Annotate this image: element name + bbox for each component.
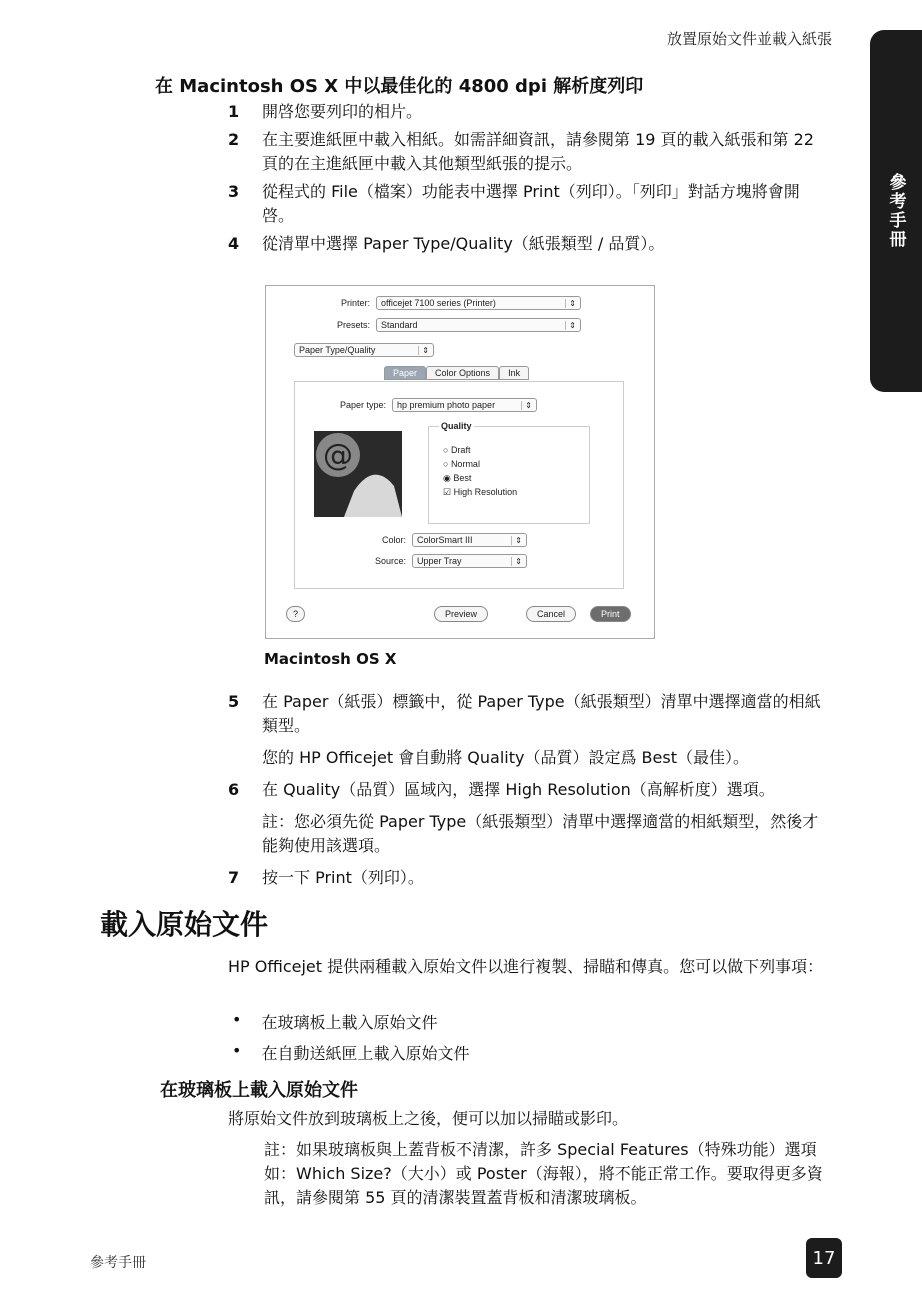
chevron-updown-icon: ⇕: [418, 346, 429, 355]
high-resolution-checkbox[interactable]: ☑ High Resolution: [443, 487, 518, 497]
photo-preview: [314, 431, 402, 517]
page-number: 17: [806, 1238, 842, 1278]
step-5-note: 您的 HP Officejet 會自動將 Quality（品質）設定爲 Best（最佳）。: [262, 748, 749, 767]
help-button[interactable]: ?: [286, 606, 305, 622]
preview-button[interactable]: Preview: [434, 606, 488, 622]
step-4: 4 從清單中選擇 Paper Type/Quality（紙張類型 / 品質）。: [228, 234, 665, 253]
svg-text:@: @: [323, 438, 353, 473]
section-title-load-originals: 載入原始文件: [100, 908, 269, 941]
paper-type-label: Paper type:: [339, 400, 386, 410]
tab-color-options[interactable]: Color Options: [426, 366, 499, 380]
presets-label: Presets:: [336, 320, 370, 330]
section-title-mac: 在 Macintosh OS X 中以最佳化的 4800 dpi 解析度列印: [155, 76, 644, 97]
color-label: Color:: [381, 535, 406, 545]
step-7: 7 按一下 Print（列印）。: [228, 868, 424, 887]
quality-title: Quality: [441, 421, 472, 431]
cancel-button[interactable]: Cancel: [526, 606, 576, 622]
bullet-list: [232, 1010, 469, 1064]
printer-label: Printer:: [340, 298, 370, 308]
printer-popup[interactable]: officejet 7100 series (Printer) ⇕: [376, 296, 581, 310]
list-item: • 在自動送紙匣上載入原始文件: [232, 1041, 470, 1063]
quality-group: [428, 421, 590, 524]
section3-body: 將原始文件放到玻璃板上之後，便可以加以掃瞄或影印。: [228, 1109, 629, 1128]
section3-note: 註：如果玻璃板與上蓋背板不清潔，許多 Special Features（特殊功能）選項如：Which Size?（大小）或 Poster（海報），將不能正常工作。要取得更多資訊，請參閱第 55 頁的清潔裝置蓋背板和清潔玻璃板。: [264, 1140, 823, 1207]
side-tab-label: 參考手冊: [885, 173, 906, 249]
step-6-note: 註：您必須先從 Paper Type（紙張類型）清單中選擇適當的相紙類型，然後才能夠使用該選項。: [262, 812, 819, 855]
chevron-updown-icon: ⇕: [565, 299, 576, 308]
steps-list-2: [228, 690, 822, 890]
radio-draft[interactable]: ○ Draft: [443, 445, 471, 455]
paper-type-popup[interactable]: hp premium photo paper ⇕: [392, 398, 537, 412]
step-6: 6 在 Quality（品質）區域內，選擇 High Resolution（高解析度）選項。: [228, 780, 775, 799]
print-dialog: [265, 285, 655, 639]
color-popup[interactable]: ColorSmart III ⇕: [412, 533, 527, 547]
list-item: • 在玻璃板上載入原始文件: [232, 1010, 438, 1032]
source-label: Source:: [374, 556, 406, 566]
section2-intro: HP Officejet 提供兩種載入原始文件以進行複製、掃瞄和傳真。您可以做下列事項：: [228, 957, 824, 976]
step-1: 1 開啓您要列印的相片。: [228, 102, 423, 121]
side-tab: [870, 30, 922, 392]
footer-label: 參考手冊: [90, 1255, 146, 1271]
source-popup[interactable]: Upper Tray ⇕: [412, 554, 527, 568]
tab-ink[interactable]: Ink: [499, 366, 529, 380]
panel-popup[interactable]: Paper Type/Quality ⇕: [294, 343, 434, 357]
presets-popup[interactable]: Standard ⇕: [376, 318, 581, 332]
step-3: 3 從程式的 File（檔案）功能表中選擇 Print（列印）。「列印」對話方塊將會開啓。: [228, 182, 800, 225]
radio-normal[interactable]: ○ Normal: [443, 459, 480, 469]
tab-paper[interactable]: Paper: [384, 366, 426, 380]
chevron-updown-icon: ⇕: [565, 321, 576, 330]
radio-best[interactable]: ◉ Best: [443, 473, 472, 483]
running-header: 放置原始文件並載入紙張: [666, 30, 832, 48]
print-button[interactable]: Print: [590, 606, 631, 622]
section-title-glass: 在玻璃板上載入原始文件: [160, 1080, 358, 1101]
step-2: 2 在主要進紙匣中載入相紙。如需詳細資訊，請參閱第 19 頁的載入紙張和第 22 頁的在主進紙匣中載入其他類型紙張的提示。: [228, 130, 814, 173]
chevron-updown-icon: ⇕: [511, 536, 522, 545]
steps-list-1: [228, 100, 822, 256]
figure-caption: Macintosh OS X: [264, 650, 397, 668]
chevron-updown-icon: ⇕: [521, 401, 532, 410]
step-5: 5 在 Paper（紙張）標籤中，從 Paper Type（紙張類型）清單中選擇適當的相紙類型。: [228, 692, 821, 735]
chevron-updown-icon: ⇕: [511, 557, 522, 566]
